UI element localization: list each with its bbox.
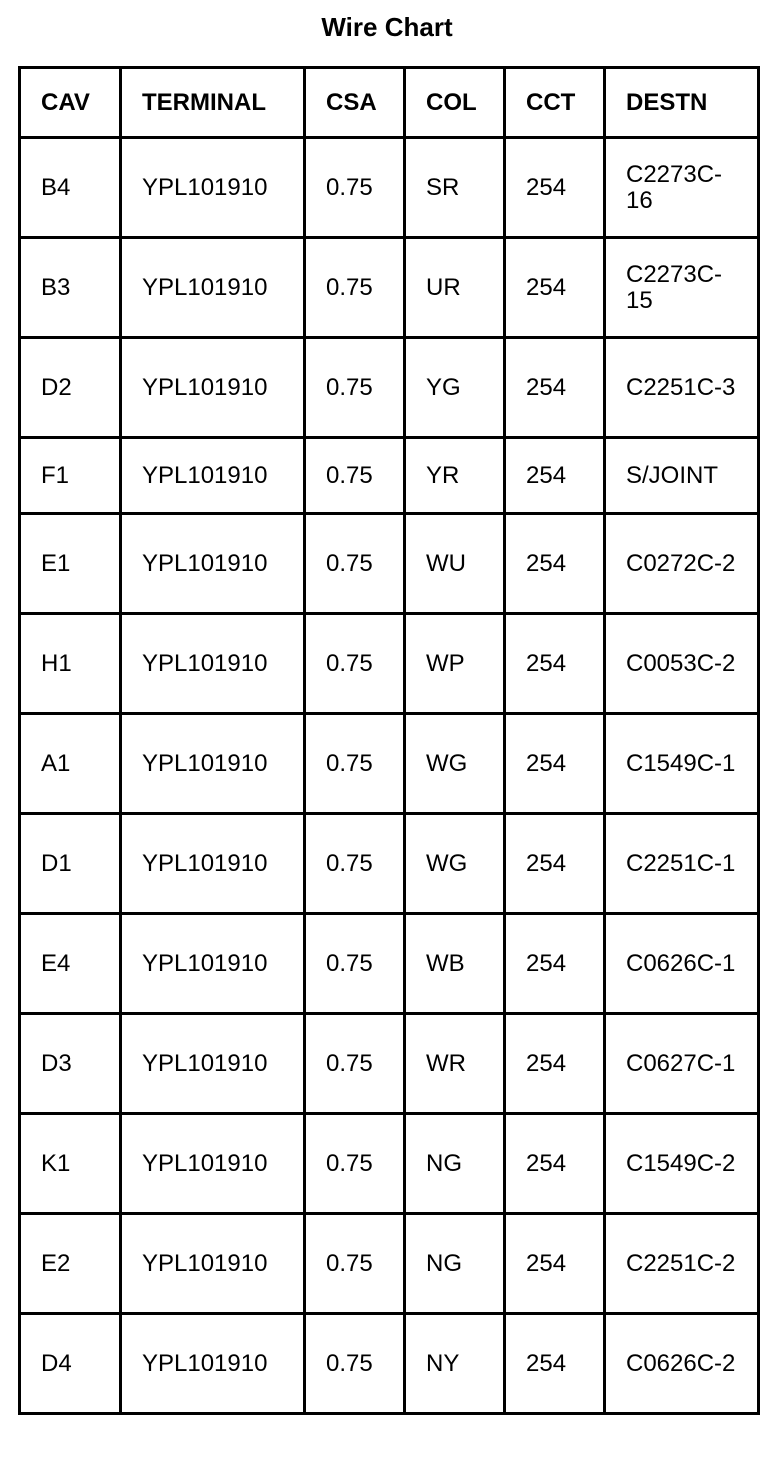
table-row [20, 814, 759, 914]
page-title: Wire Chart [321, 12, 453, 42]
cell-destn [605, 1314, 759, 1414]
destn-value: C2273C-16 [626, 160, 723, 214]
table-row [20, 714, 759, 814]
cell-cct: 254 [505, 238, 605, 338]
cell-csa: 0.75 [305, 514, 405, 614]
destn-value: C0626C-2 [626, 1349, 736, 1377]
cell-col: WG [405, 814, 505, 914]
header-terminal: TERMINAL [121, 68, 305, 138]
cell-cct: 254 [505, 338, 605, 438]
cell-cct: 254 [505, 138, 605, 238]
cell-destn [605, 438, 759, 514]
cell-col: NY [405, 1314, 505, 1414]
cell-cct: 254 [505, 438, 605, 514]
destn-value: C0626C-1 [626, 949, 736, 977]
header-row [20, 68, 759, 138]
cell-destn [605, 814, 759, 914]
cell-csa: 0.75 [305, 1014, 405, 1114]
cell-terminal: YPL101910 [121, 438, 305, 514]
cell-cav: D1 [20, 814, 121, 914]
cell-destn [605, 338, 759, 438]
cell-destn [605, 1214, 759, 1314]
destn-value: C2251C-3 [626, 373, 736, 401]
table-row [20, 138, 759, 238]
cell-csa: 0.75 [305, 714, 405, 814]
cell-cav: E2 [20, 1214, 121, 1314]
table-row [20, 338, 759, 438]
cell-cav: D2 [20, 338, 121, 438]
cell-col: WR [405, 1014, 505, 1114]
cell-destn [605, 514, 759, 614]
cell-terminal: YPL101910 [121, 238, 305, 338]
cell-cct: 254 [505, 1214, 605, 1314]
cell-cct: 254 [505, 1114, 605, 1214]
cell-csa: 0.75 [305, 238, 405, 338]
cell-terminal: YPL101910 [121, 914, 305, 1014]
destn-value: C0627C-1 [626, 1049, 736, 1077]
destn-value: S/JOINT [626, 461, 719, 489]
cell-col: NG [405, 1214, 505, 1314]
cell-csa: 0.75 [305, 438, 405, 514]
table-row [20, 914, 759, 1014]
cell-csa: 0.75 [305, 814, 405, 914]
cell-cav: D4 [20, 1314, 121, 1414]
cell-destn [605, 614, 759, 714]
destn-value: C2251C-1 [626, 849, 736, 877]
cell-destn [605, 1014, 759, 1114]
table-row [20, 1114, 759, 1214]
cell-cct: 254 [505, 714, 605, 814]
cell-terminal: YPL101910 [121, 514, 305, 614]
cell-col: NG [405, 1114, 505, 1214]
cell-terminal: YPL101910 [121, 714, 305, 814]
cell-col: YR [405, 438, 505, 514]
destn-value: C1549C-2 [626, 1149, 736, 1177]
cell-terminal: YPL101910 [121, 1114, 305, 1214]
cell-cav: B4 [20, 138, 121, 238]
cell-csa: 0.75 [305, 914, 405, 1014]
header-col: COL [405, 68, 505, 138]
cell-terminal: YPL101910 [121, 1314, 305, 1414]
header-cav: CAV [20, 68, 121, 138]
header-destn: DESTN [605, 68, 759, 138]
destn-value: C2273C-15 [626, 260, 723, 314]
cell-terminal: YPL101910 [121, 1014, 305, 1114]
cell-destn [605, 714, 759, 814]
cell-csa: 0.75 [305, 1214, 405, 1314]
header-cct: CCT [505, 68, 605, 138]
cell-destn [605, 914, 759, 1014]
cell-cct: 254 [505, 614, 605, 714]
cell-cav: A1 [20, 714, 121, 814]
cell-col: WB [405, 914, 505, 1014]
cell-csa: 0.75 [305, 338, 405, 438]
cell-col: WU [405, 514, 505, 614]
wire-table [18, 66, 760, 1415]
cell-csa: 0.75 [305, 1314, 405, 1414]
cell-terminal: YPL101910 [121, 1214, 305, 1314]
cell-cav: K1 [20, 1114, 121, 1214]
cell-cct: 254 [505, 814, 605, 914]
cell-cct: 254 [505, 1014, 605, 1114]
cell-csa: 0.75 [305, 1114, 405, 1214]
cell-cav: E1 [20, 514, 121, 614]
cell-terminal: YPL101910 [121, 138, 305, 238]
table-row [20, 1314, 759, 1414]
table-row [20, 514, 759, 614]
cell-terminal: YPL101910 [121, 614, 305, 714]
cell-cct: 254 [505, 914, 605, 1014]
cell-destn [605, 1114, 759, 1214]
table-row [20, 238, 759, 338]
cell-cct: 254 [505, 1314, 605, 1414]
destn-value: C0053C-2 [626, 649, 736, 677]
cell-cct: 254 [505, 514, 605, 614]
table-row [20, 438, 759, 514]
cell-col: SR [405, 138, 505, 238]
cell-destn [605, 138, 759, 238]
table-row [20, 1214, 759, 1314]
cell-destn [605, 238, 759, 338]
destn-value: C2251C-2 [626, 1249, 736, 1277]
cell-col: WP [405, 614, 505, 714]
cell-cav: B3 [20, 238, 121, 338]
cell-csa: 0.75 [305, 614, 405, 714]
cell-col: UR [405, 238, 505, 338]
cell-col: WG [405, 714, 505, 814]
cell-cav: E4 [20, 914, 121, 1014]
cell-terminal: YPL101910 [121, 814, 305, 914]
cell-csa: 0.75 [305, 138, 405, 238]
table-row [20, 614, 759, 714]
cell-cav: H1 [20, 614, 121, 714]
cell-cav: D3 [20, 1014, 121, 1114]
cell-terminal: YPL101910 [121, 338, 305, 438]
destn-value: C1549C-1 [626, 749, 736, 777]
destn-value: C0272C-2 [626, 549, 736, 577]
header-csa: CSA [305, 68, 405, 138]
cell-col: YG [405, 338, 505, 438]
cell-cav: F1 [20, 438, 121, 514]
table-row [20, 1014, 759, 1114]
